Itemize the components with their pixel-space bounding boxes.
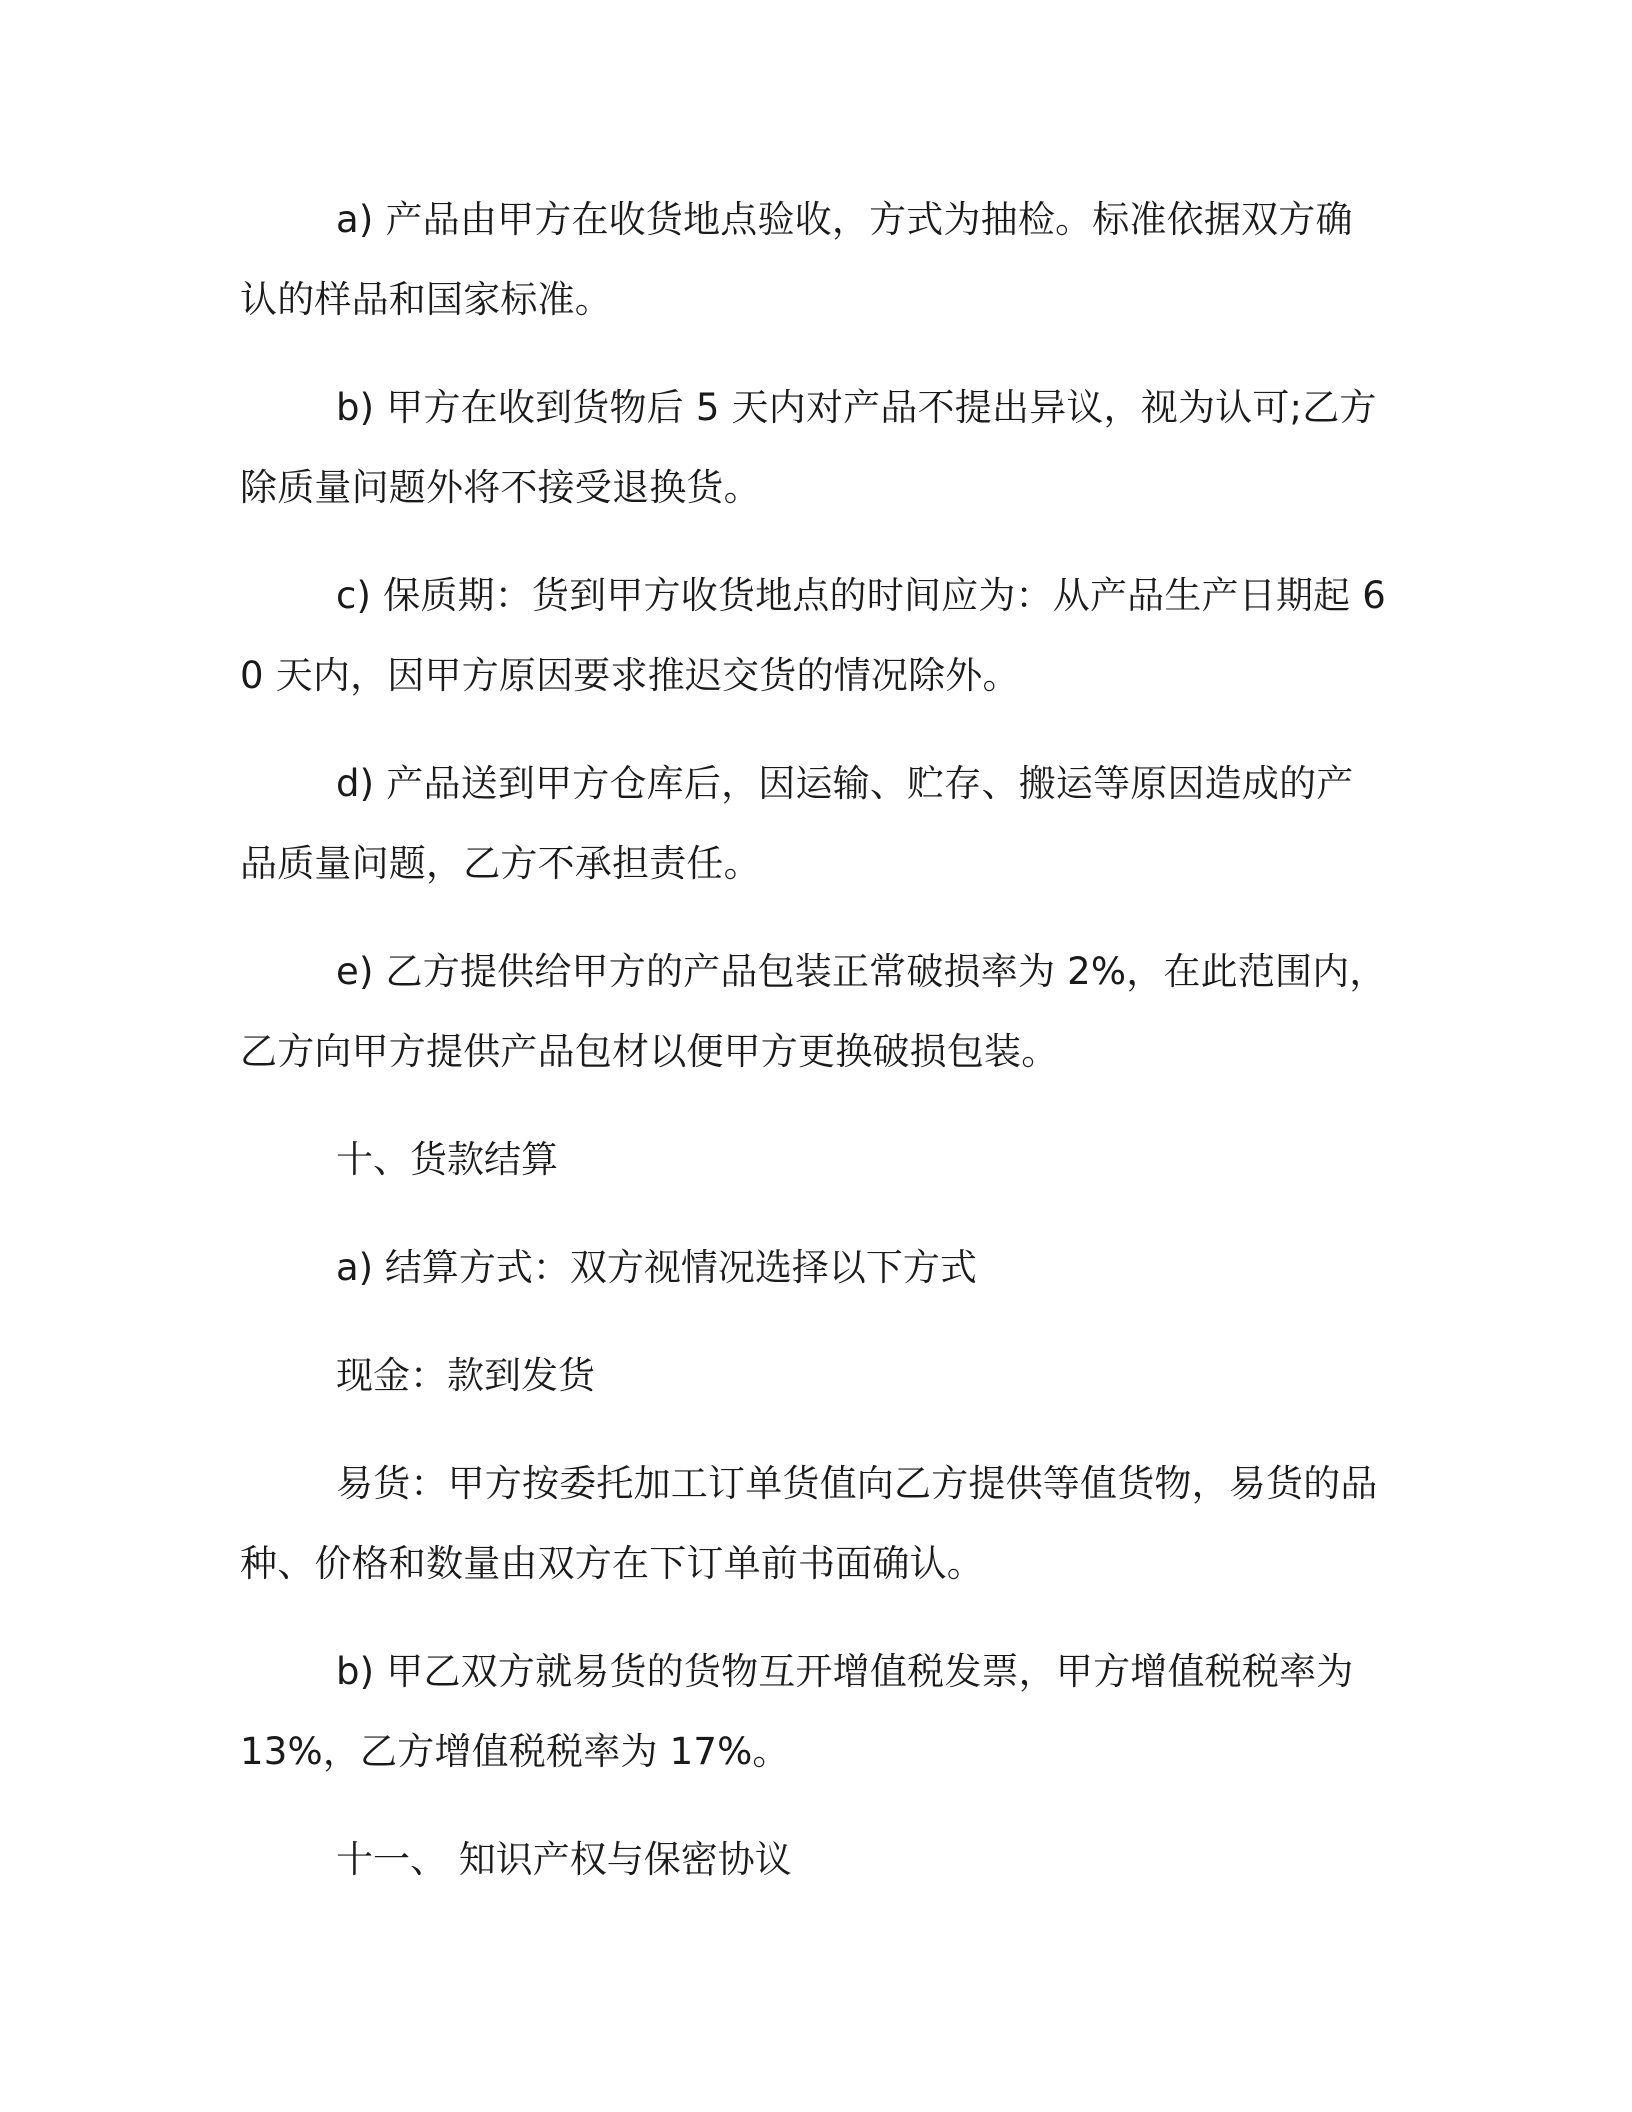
document-body	[240, 180, 1388, 1928]
settlement-barter: 易货：甲方按委托加工订单货值向乙方提供等值货物，易货的品种、价格和数量由双方在下订单前书面确认。	[240, 1462, 1378, 1585]
clause-d-storage: d) 产品送到甲方仓库后，因运输、贮存、搬运等原因造成的产品质量问题，乙方不承担责任。	[240, 762, 1354, 885]
section-heading-ip-confidentiality: 十一、 知识产权与保密协议	[336, 1838, 792, 1881]
clause-b-objection: b) 甲方在收到货物后 5 天内对产品不提出异议，视为认可;乙方除质量问题外将不接受退换货。	[240, 386, 1377, 509]
section-heading-settlement: 十、货款结算	[336, 1138, 558, 1181]
settlement-cash: 现金：款到发货	[336, 1354, 595, 1397]
clause-c-shelf-life: c) 保质期：货到甲方收货地点的时间应为：从产品生产日期起 60 天内，因甲方原因要求推迟交货的情况除外。	[240, 574, 1387, 697]
settlement-vat: b) 甲乙双方就易货的货物互开增值税发票，甲方增值税税率为 13%，乙方增值税税率为 17%。	[240, 1650, 1354, 1773]
clause-e-packaging: e) 乙方提供给甲方的产品包装正常破损率为 2%，在此范围内，乙方向甲方提供产品包材以便甲方更换破损包装。	[240, 950, 1387, 1073]
settlement-method: a) 结算方式：双方视情况选择以下方式	[336, 1246, 977, 1289]
clause-a-acceptance: a) 产品由甲方在收货地点验收，方式为抽检。标准依据双方确认的样品和国家标准。	[240, 198, 1353, 321]
